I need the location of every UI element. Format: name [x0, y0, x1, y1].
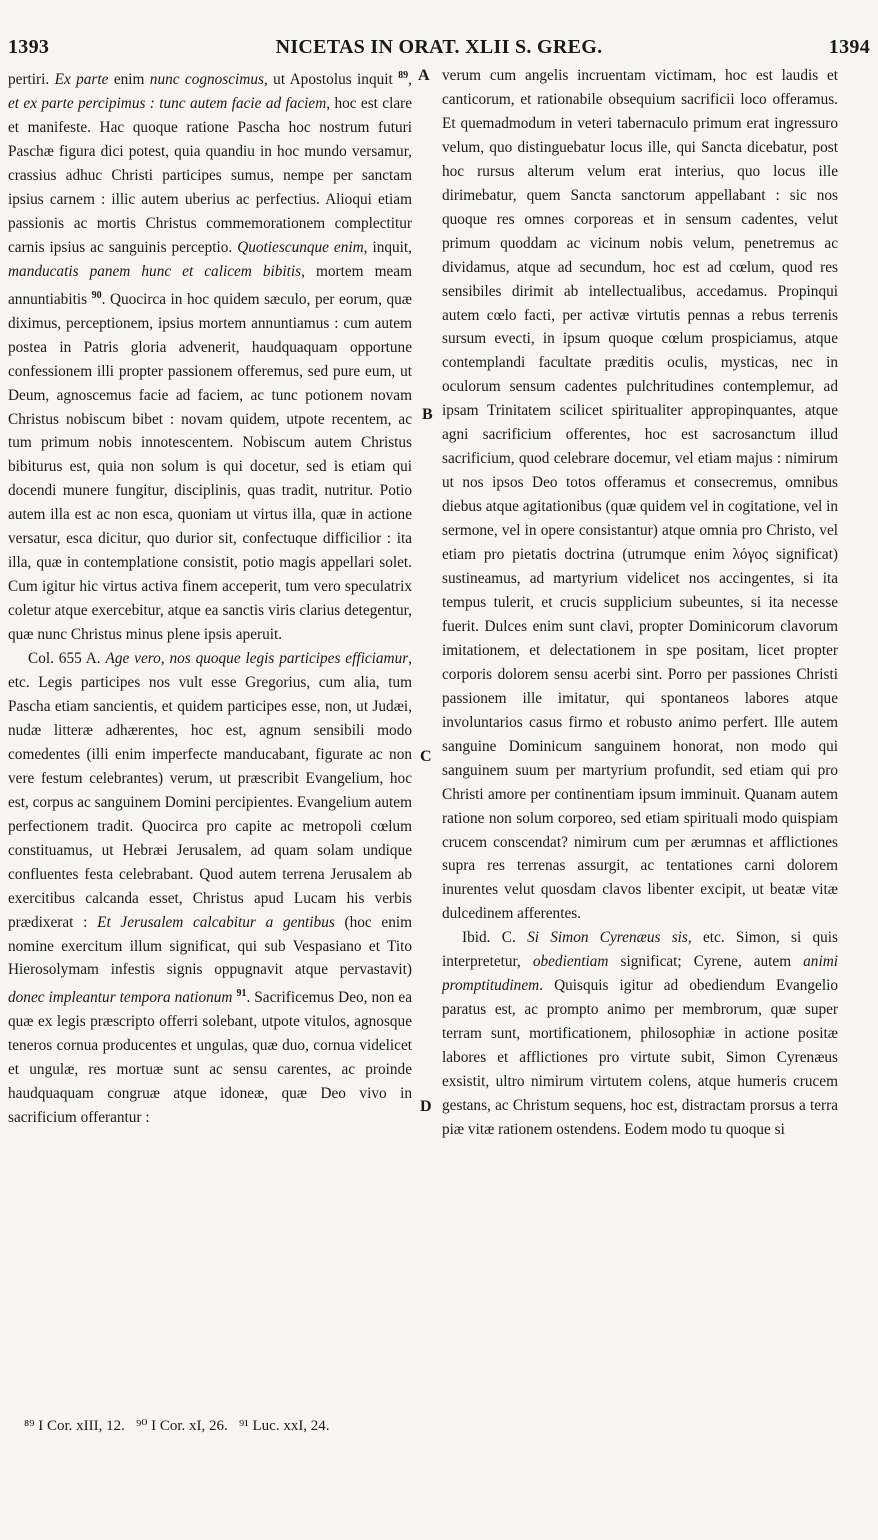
text-run: significat; Cyrene, autem: [608, 953, 804, 971]
text-run: Col. 655 A.: [28, 650, 106, 668]
text-run: . Sacrificemus Deo, non ea quæ ex legis præscripto offerri solebant, utpote vitulos, agnosque teneros cornua producentes et ungulas, quæ duo, cornua videlicet et ungulæ, res mortuæ sunt ac sensu carentes, ac proinde haudquaquam congruæ atque idoneæ, quæ Deo vivo in sacrificium offerantur :: [8, 989, 413, 1127]
section-marker-c: C: [420, 748, 432, 765]
italic-phrase: obedientiam: [532, 953, 609, 971]
page-number-right: 1394: [828, 36, 870, 58]
right-column: [442, 64, 838, 1142]
italic-phrase: donec impleantur tempora nationum: [8, 989, 233, 1007]
footnote-ref: 89: [398, 70, 409, 81]
right-paragraph-2: [442, 926, 838, 1142]
running-title: NICETAS IN ORAT. XLII S. GREG.: [275, 36, 603, 58]
text-run: , mortem meam annuntiabitis: [8, 262, 412, 308]
right-paragraph-1: [442, 64, 838, 926]
text-run: (hoc enim nomine exercitum illum significat, qui sub Vespasiano et Tito Hierosolymam infestis signis oppugnavit atque pervastavit): [8, 913, 412, 979]
italic-phrase: Quotiescunque enim: [237, 238, 364, 256]
italic-phrase: et ex parte percipimus : tunc autem facie ad faciem: [8, 95, 327, 113]
text-run: , etc. Legis participes nos vult esse Gregorius, cum alia, tum Pascha etiam sancientis, et quidem participes esse, non, ut Judæi, nudæ litteræ adhærentes, hoc est, agnum sensibili modo comedentes (illi enim imperfecte manducabant, figurate ac non vere festum celebrantes) verum, ut præscribit Evangelium, hoc est, corpus ac sanguinem Domini percipientes. Evangelium autem perfectionem tradit. Quocirca pro capite ac metropoli cœlum constituamus, ut Hebræi Jerusalem, ad quam solam undique confluentes festa celebrabant. Quod autem terrena Jerusalem ab exercitibus calcanda esset, Christus apud Lucam his verbis prædixerat :: [8, 650, 412, 931]
italic-phrase: Si Simon Cyrenæus sis: [527, 929, 688, 947]
left-column: [8, 64, 412, 1130]
footnote-ref: 91: [236, 988, 247, 1000]
section-marker-b: B: [422, 406, 433, 423]
text-run: , hoc est clare et manifeste. Hac quoque ratione Pascha hoc nostrum futuri Paschæ figura dici potest, quia quandiu in hoc mundo versamur, crassius adhuc Christi participes sumus, nempe per sanctam ipsius carnem : illic autem uberius ac perfectius. Alioqui etiam passionis ac mortis Christus commemorationem complectitur carnis ipsius ac sanguinis perceptio.: [8, 95, 412, 256]
text-run: . Quisquis igitur ad obediendum Evangelio paratus est, ac prompto animo per membrorum, quæ super terram sunt, mortificationem, philosophiæ in actione positæ labores et afflictiones pro virtute subit, Simon Cyrenæus exsistit, ultro nimirum virtutem colens, atque humeris crucem gestans, ac Christum sequens, hoc est, distractam prorsus a terra piæ vitæ rationem ostendens. Eodem modo tu quoque si: [442, 977, 838, 1138]
text-run: verum cum angelis incruentam victimam, hoc est laudis et canticorum, et rationabile obsequium sacrificii loco offeramus. Et quemadmodum in veteri tabernaculo primum erat ingressuro velum, quo distinguebatur locus ille, qui Sancta dicebatur, post hoc rursus alterum velum erat interius, quo locus ille dirimebatur, quem Sancta sanctorum appellabant : sic nos quoque res omnes corporeas et in sensum cadentes, velut primum quoddam ac vicinum nobis velum, penetremus ac dividamus, atque ad secundum, hoc est ad cœlum, quod res sensibiles dirimit ab intellectualibus, accedamus. Propinqui autem cœlo facti, per activæ virtutis pennas a rebus terrenis sursum evecti, in ipsum quoque cœlum prospiciamus, atque contemplandi facultate præditis oculis, mysticas, nec in oculorum sensum cadentes pulchritudines contemplemur, ad ipsam Trinitatem scilicet spiritualiter appropinquantes, atque agni sacrificium offerentes, hoc est sacrosanctum illud sacrificium, quod celebrare docemur, vel etiam majus : nimirum ut nos ipsos Deo totos offeramus et consecremus, omnibus diebus atque agitationibus (quæ quidem vel in cogitatione, vel in sermone, vel in opere consistantur) atque omnia pro Christo, vel etiam pro pietatis doctrina (utrumque enim λόγος significat) sustineamus, ad martyrium videlicet nos accingentes, si ita tempus tulerit, et crucis supplicium subeuntes, si ita necesse fuerit. Dulces enim sunt clavi, propter Dominicorum clavorum imitationem, et delectationem in spe positam, licet propter corporis dolorem sensu acerbi sint. Porro per passiones Christi passionem ille imitatur, qui spontaneos labores atque involuntarios casus firmo et robusto animo perfert. Ille autem sanguine Dominicum sanguinem honorat, non modo qui sanguinem suum per martyrium profundit, sed etiam qui pro Christi amore per continentiam ipsum imminuit. Quanam autem ratione non solum corporeo, sed etiam spirituali modo quispiam crucem conscendat? nimirum cum per ærumnas et afflictiones supra res terrenas assurgit, ac tentationes carni dolorem inurentes velut quosdam clavos libenter excipit, ut beatæ vitæ dulcedinem afferentes.: [442, 67, 838, 923]
italic-phrase: Et Jerusalem calcabitur a gentibus: [97, 913, 335, 931]
text-run: , inquit,: [363, 238, 412, 256]
italic-phrase: nunc cognoscimus: [149, 71, 264, 89]
footnotes: ⁸⁹ I Cor. xIII, 12. ⁹⁰ I Cor. xI, 26. ⁹¹ Luc. xxI, 24.: [24, 1418, 330, 1434]
left-paragraph-2: [8, 647, 412, 1130]
italic-phrase: Ex parte: [54, 71, 109, 89]
text-run: enim: [108, 71, 150, 89]
text-run: . Quocirca in hoc quidem sæculo, per eorum, quæ diximus, perceptionem, ipsius mortem annuntiamus : cum autem postea in Patris gloria advenerit, haudquaquam opportune confessionem illi propter passionem offeremus, sed pure eum, ut Deum, agnoscemus facie ad faciem, ac tunc potionem novam Christus nobiscum bibet : novam quidem, utpote recentem, ac tum primum nobis innotescentem. Nobiscum autem Christus bibiturus est, quia non solum is qui docetur, sed is etiam qui docendi munere fungitur, disciplinis, quas tradit, nutritur. Potio autem illa est ac non esca, quoniam ut virtus illa, quæ in actione versatur, esca dicitur, quo durior sit, confectuque difficilior : ita illa, quæ in contemplatione consistit, potio magis appellari solet. Cum igitur hic virtus activa finem acceperit, tum vero speculatrix coletur atque exercebitur, atque ea sanctis viris clarius detegentur, quæ nunc Christus minus plene ipsis aperuit.: [8, 290, 412, 644]
italic-phrase: manducatis panem hunc et calicem bibitis: [8, 262, 302, 280]
text-run: , etc. Simon, si quis interpretetur,: [442, 929, 838, 971]
text-run: , ut Apostolus inquit: [263, 71, 399, 89]
section-marker-a: A: [418, 67, 430, 84]
italic-phrase: animi promptitudinem: [442, 953, 838, 995]
text-run: Ibid. C.: [462, 929, 528, 947]
page-header: [6, 30, 872, 60]
text-run: pertiri.: [8, 71, 55, 89]
page-number-left: 1393: [8, 36, 50, 58]
section-marker-d: D: [420, 1098, 432, 1115]
italic-phrase: Age vero, nos quoque legis participes efficiamur: [105, 650, 409, 668]
left-paragraph-1: [8, 64, 412, 647]
footnote-ref: 90: [91, 289, 102, 301]
text-run: ,: [408, 71, 412, 89]
